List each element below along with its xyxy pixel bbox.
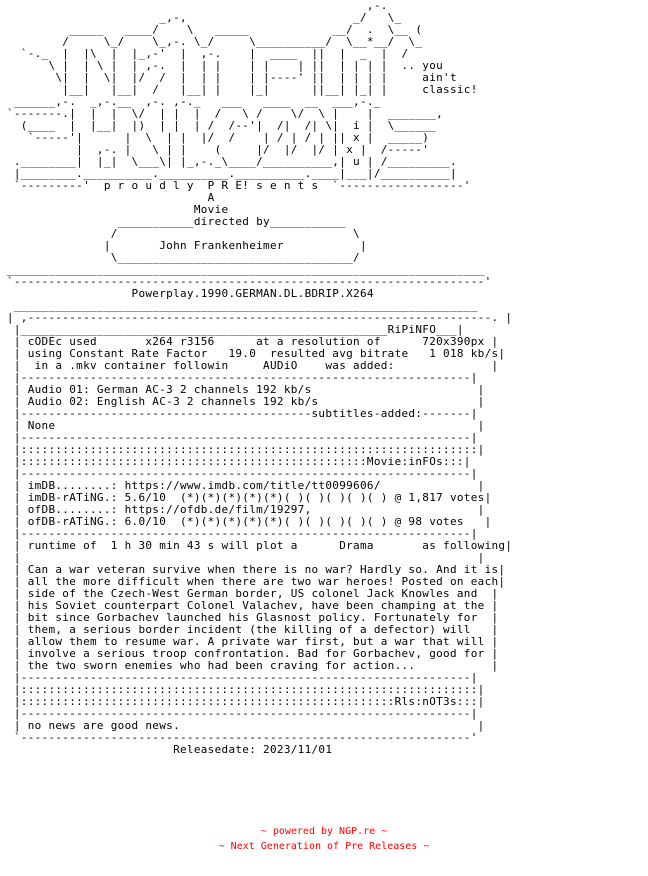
- nfo-line: |-----------------------------------------------------------------|: [0, 671, 478, 684]
- nfo-line: | his Soviet counterpart Colonel Valachev, have been champing at the |: [0, 599, 499, 612]
- nfo-line: \__________________________________/: [0, 251, 360, 264]
- nfo-line: |::::::::::::::::::::::::::::::::::::::::::::::::::Movie:inFOs:::|: [0, 455, 471, 468]
- nfo-line: |------------------------------------------subtitles-added:-------|: [0, 407, 478, 420]
- nfo-line: | the two sworn enemies who had been craving for action... |: [0, 659, 499, 672]
- nfo-line: |__| |__| / |__| | |_| ||__| |_| | classic!: [0, 83, 478, 96]
- nfo-line: | John Frankenheimer |: [0, 239, 367, 252]
- nfo-line: | no news are good news. |: [0, 719, 485, 732]
- nfo-line: |________.__________.__________.__________.____|___|/__________|: [0, 167, 457, 180]
- nfo-line: _,-, _/ \_: [0, 11, 402, 24]
- nfo-line: `---------' p r o u d l y P R E! s e n t s `------------------': [0, 179, 471, 192]
- footer-powered-by: ~ powered by NGP.re ~: [260, 826, 388, 837]
- nfo-line: | them, a serious border incident (the killing of a defector) will |: [0, 623, 499, 636]
- nfo-line: | side of the Czech-West German border, US colonel Jack Knowles and |: [0, 587, 499, 600]
- nfo-line: _____ ____/ \ _____ __/ . \__ (: [0, 23, 423, 36]
- nfo-line: | |: [0, 551, 485, 564]
- nfo-line: | imDB-rATiNG.: 5.6/10 (*)(*)(*)(*)(*)( )( )( )( )( ) @ 1,817 votes|: [0, 491, 492, 504]
- nfo-line: `-._ | |\ | |_,-' | ,-. | ____ || | _ | /: [0, 47, 409, 60]
- nfo-line: | bit since Gorbachev launched his Glasnost policy. Fortunately for |: [0, 611, 499, 624]
- nfo-line: / \: [0, 227, 360, 240]
- nfo-line: Movie: [0, 203, 229, 216]
- nfo-line: |-----------------------------------------------------------------|: [0, 371, 478, 384]
- nfo-line: | in a .mkv container followin AUDiO was added: |: [0, 359, 499, 372]
- nfo-line: ___________________________________________________________________: [0, 299, 478, 312]
- nfo-line: |-----------------------------------------------------------------|: [0, 707, 478, 720]
- nfo-line: | ofDB-rATiNG.: 6.0/10 (*)(*)(*)(*)(*)( )( )( )( )( ) @ 98 votes |: [0, 515, 492, 528]
- nfo-line: (____ | |__| |) | | | / /--'| /| /| \| i | \______: [0, 119, 437, 132]
- nfo-line: ______,-. _,-.__ ,-. ,-._ ___ ____ __ ___,-._: [0, 95, 381, 108]
- nfo-line: | involve a serious troop confrontation. Bad for Gorbachev, good for |: [0, 647, 499, 660]
- nfo-line: \| | \| |/ / | | | | |----' || | | | | ain't: [0, 71, 457, 84]
- nfo-line: | Audio 02: English AC-3 2 channels 192 kb/s |: [0, 395, 485, 408]
- nfo-line: | ofDB........: https://ofdb.de/film/19297, |: [0, 503, 485, 516]
- nfo-line: `-----'| | \ | | |/ / | / | / | || x | _____): [0, 131, 430, 144]
- nfo-line: | allow them to resume war. A private war first, but a war that will |: [0, 635, 499, 648]
- nfo-line: ,-.: [0, 0, 388, 12]
- nfo-line: `--------------------------------------------------------------------': [0, 275, 492, 288]
- nfo-line: | imDB........: https://www.imdb.com/title/tt0099606/ |: [0, 479, 485, 492]
- nfo-line: |::::::::::::::::::::::::::::::::::::::::::::::::::::::::::::::::::|: [0, 443, 485, 456]
- nfo-line: | Audio 01: German AC-3 2 channels 192 kb/s |: [0, 383, 485, 396]
- nfo-line: ___________directed by___________: [0, 215, 347, 228]
- nfo-line: | ,-. | \ | | ( |/ |/ |/ | x | /-----': [0, 143, 430, 156]
- nfo-line: A: [0, 191, 215, 204]
- nfo-line: | cODEc used x264 r3156 at a resolution of 720x390px |: [0, 335, 499, 348]
- footer: [0, 824, 648, 854]
- nfo-line: _____________________________________________________________________: [0, 263, 485, 276]
- nfo-line: |-----------------------------------------------------------------|: [0, 527, 478, 540]
- nfo-line: |_____________________________________________________RiPiNFO___|: [0, 323, 464, 336]
- nfo-line: |-----------------------------------------------------------------|: [0, 431, 478, 444]
- nfo-line: Powerplay.1990.GERMAN.DL.BDRIP.X264: [0, 287, 374, 300]
- nfo-line: | using Constant Rate Factor 19.0 resulted avg bitrate 1 018 kb/s|: [0, 347, 506, 360]
- nfo-line: | None |: [0, 419, 485, 432]
- nfo-line: .________| |_| \___\| |_,-._\____/__________,| u | /_________.: [0, 155, 457, 168]
- nfo-line: `-----------------------------------------------------------------': [0, 731, 478, 744]
- nfo-line: |::::::::::::::::::::::::::::::::::::::::::::::::::::::::::::::::::|: [0, 683, 485, 696]
- nfo-line: `-------.| | | \/ | | | / \ / \/ \ | | _______,: [0, 107, 444, 120]
- nfo-line: |::::::::::::::::::::::::::::::::::::::::::::::::::::::Rls:nOT3s:::|: [0, 695, 485, 708]
- nfo-line: \ | | \ | | ,-. | | | | | | || | | | | .. you: [0, 59, 444, 72]
- nfo-line: | runtime of 1 h 30 min 43 s will plot a Drama as following|: [0, 539, 513, 552]
- nfo-line: | Can a war veteran survive when there is no war? Hardly so. And it is|: [0, 563, 506, 576]
- nfo-line: Releasedate: 2023/11/01: [0, 743, 333, 756]
- nfo-line: | all the more difficult when there are two war heroes! Posted on each|: [0, 575, 506, 588]
- footer-tagline: ~ Next Generation of Pre Releases ~: [218, 841, 430, 852]
- nfo-line: | ,-------------------------------------------------------------------. |: [0, 311, 513, 324]
- nfo-line: / \_/ \_,-. \_/ \__________/ \__*__/ \_: [0, 35, 423, 48]
- nfo-line: |-----------------------------------------------------------------|: [0, 467, 478, 480]
